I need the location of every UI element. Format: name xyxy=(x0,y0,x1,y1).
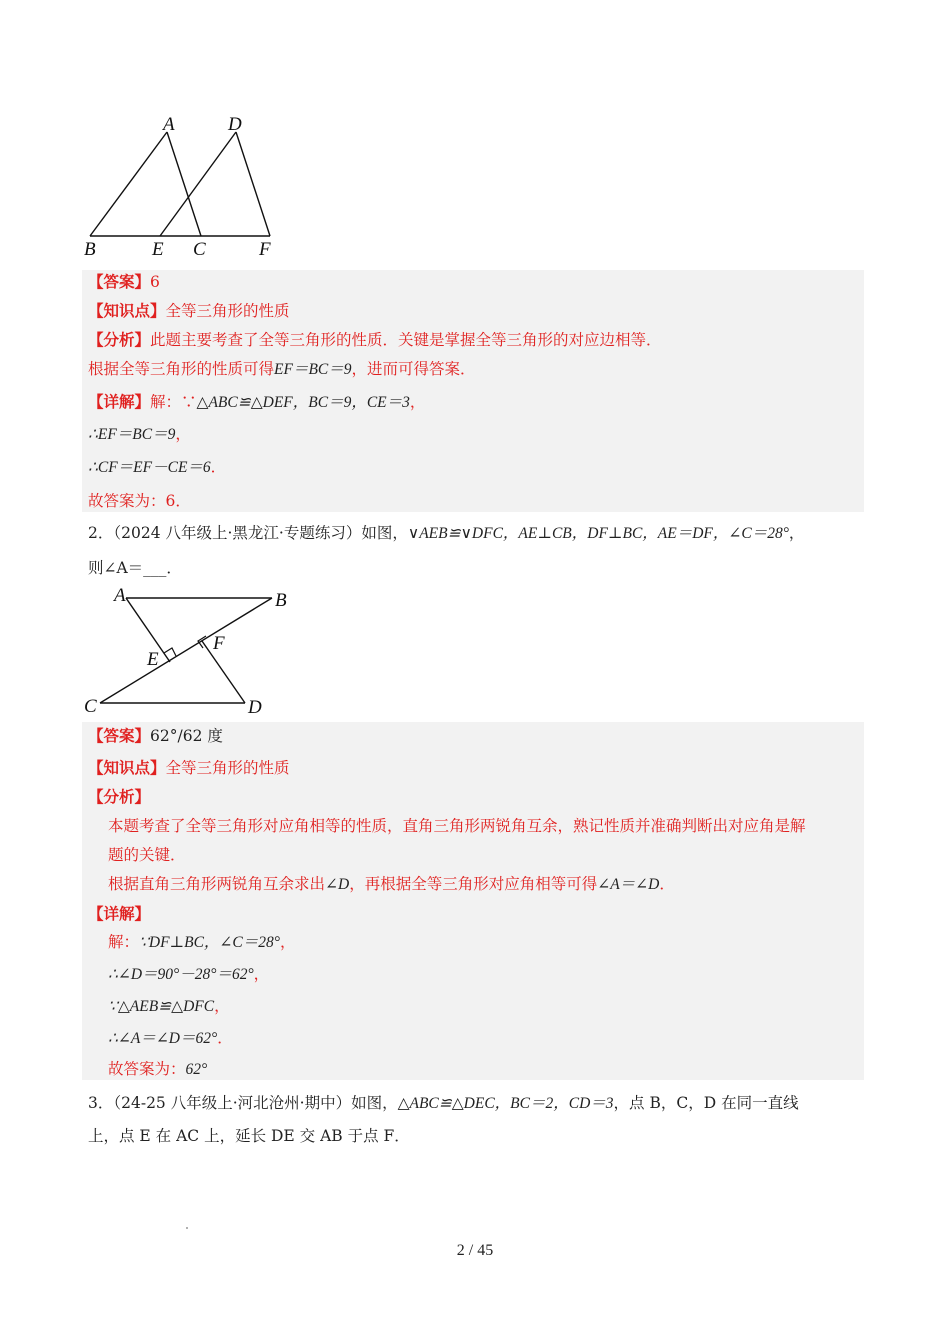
label-C: C xyxy=(84,696,97,717)
q2-analysis-1: 本题考查了全等三角形对应角相等的性质，直角三角形两锐角互余，熟记性质并准确判断出对应角是解 xyxy=(108,817,806,835)
label-F: F xyxy=(259,239,271,260)
figure-triangles-abc-def xyxy=(80,110,280,260)
q2-knowledge-point: 【知识点】全等三角形的性质 xyxy=(88,758,290,777)
page-number: 2 / 45 xyxy=(456,1242,494,1259)
q2-analysis-2: 题的关键． xyxy=(108,846,186,864)
q1-analysis-2: 根据全等三角形的性质可得EF＝BC＝9，进而可得答案． xyxy=(88,360,476,378)
stray-mark xyxy=(186,1227,188,1229)
q2-stem-1: 2．（2024 八年级上·黑龙江·专题练习）如图，∨AEB≌∨DFC，AE⊥CB，DF⊥BC，AE＝DF，∠C＝28°， xyxy=(88,524,805,542)
q2-detail-3: ∵△AEB≌△DFC， xyxy=(108,997,230,1015)
figure-2-svg xyxy=(80,585,300,720)
q2-final: 故答案为：62° xyxy=(108,1060,208,1078)
label-D: D xyxy=(228,114,242,135)
q2-analysis-3: 根据直角三角形两锐角互余求出∠D，再根据全等三角形对应角相等可得∠A＝∠D． xyxy=(108,875,675,893)
q1-detail-2: ∴EF＝BC＝9， xyxy=(88,425,191,443)
q2-answer: 【答案】62°/62 度 xyxy=(88,726,223,745)
label-F: F xyxy=(213,633,225,654)
q1-detail-3: ∴CF＝EF－CE＝6． xyxy=(88,458,227,476)
q3-stem-2: 上，点 E 在 AC 上，延长 DE 交 AB 于点 F． xyxy=(88,1127,410,1145)
label-C: C xyxy=(193,239,206,260)
label-B: B xyxy=(84,239,96,260)
q2-detail-2: ∴∠D＝90°－28°＝62°， xyxy=(108,965,270,983)
q2-stem-2: 则∠A＝___． xyxy=(88,559,182,577)
q2-detail-4: ∴∠A＝∠D＝62°． xyxy=(108,1029,233,1047)
label-E: E xyxy=(147,649,159,670)
label-A: A xyxy=(114,585,126,606)
label-D: D xyxy=(248,697,262,718)
q3-stem-1: 3．（24-25 八年级上·河北沧州·期中）如图，△ABC≌△DEC，BC＝2，CD＝3，点 B，C，D 在同一直线 xyxy=(88,1094,799,1112)
q1-knowledge-point: 【知识点】全等三角形的性质 xyxy=(88,301,290,320)
q1-detail-1: 【详解】解：∵△ABC≌△DEF，BC＝9，CE＝3， xyxy=(88,392,426,411)
q2-analysis-tag: 【分析】 xyxy=(88,787,151,806)
figure-1-svg xyxy=(80,110,280,260)
q1-answer: 【答案】6 xyxy=(88,272,160,291)
label-E: E xyxy=(152,239,164,260)
q1-final: 故答案为：6． xyxy=(88,492,191,510)
figure-triangles-aeb-dfc xyxy=(80,585,300,720)
label-B: B xyxy=(275,590,287,611)
label-A: A xyxy=(163,114,175,135)
q2-detail-tag: 【详解】 xyxy=(88,904,151,923)
q2-detail-1: 解：∵DF⊥BC，∠C＝28°， xyxy=(108,933,296,951)
q1-analysis: 【分析】此题主要考查了全等三角形的性质．关键是掌握全等三角形的对应边相等． xyxy=(88,330,662,349)
